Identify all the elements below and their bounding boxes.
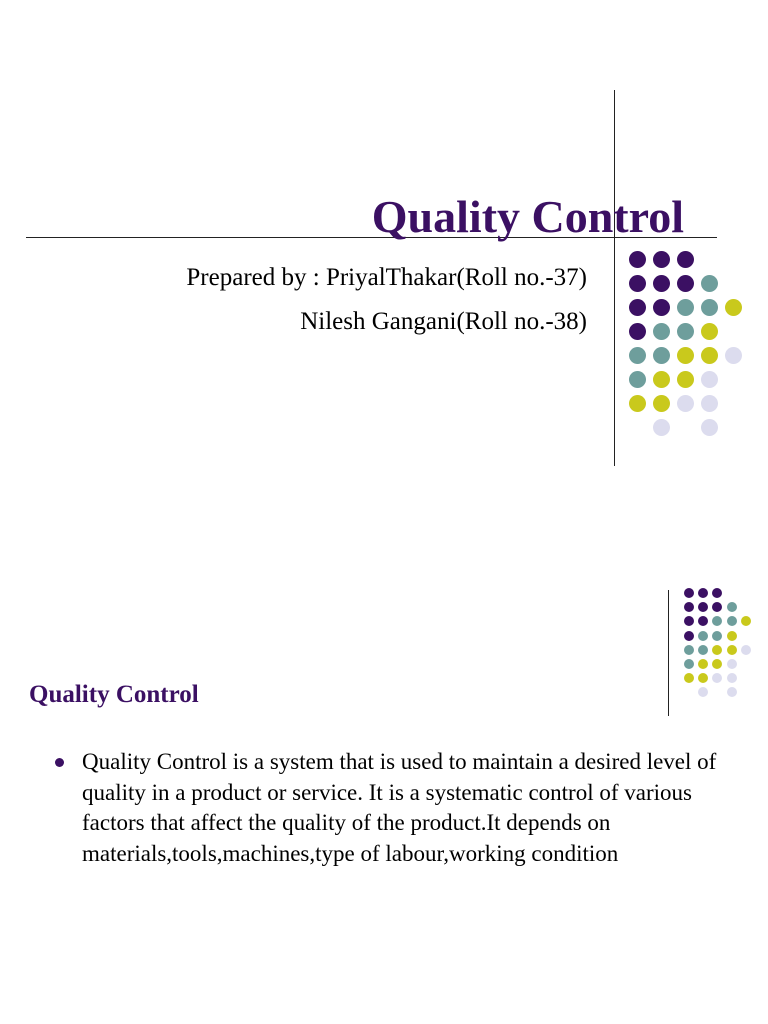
decorative-dot [727, 645, 737, 655]
decorative-dot [698, 588, 708, 598]
slide-title: Quality Control [371, 191, 684, 242]
decorative-dot [725, 299, 742, 316]
decorative-dot [698, 687, 708, 697]
decorative-dot [629, 347, 646, 364]
slide-vertical-divider [668, 590, 669, 716]
decorative-dot [727, 616, 737, 626]
decorative-dot [653, 419, 670, 436]
decorative-dot [677, 251, 694, 268]
decorative-dot [653, 323, 670, 340]
decorative-dot [684, 602, 694, 612]
decorative-dot [701, 395, 718, 412]
decorative-dot [653, 251, 670, 268]
decorative-dot [684, 645, 694, 655]
decorative-dot [741, 616, 751, 626]
decorative-dot [727, 631, 737, 641]
bullet-text: Quality Control is a system that is used to maintain a desired level of quality in a product or service. It is a systematic control of various factors that affect the quality of the product.It depends on materials,tools,machines,type of labour,working condition [82, 749, 717, 866]
decorative-dot [698, 659, 708, 669]
decorative-dot [727, 659, 737, 669]
decorative-dot [741, 645, 751, 655]
decorative-dot [684, 673, 694, 683]
decorative-dot [712, 588, 722, 598]
decorative-dot [653, 395, 670, 412]
decorative-dot [712, 631, 722, 641]
decorative-dot [712, 645, 722, 655]
slide-heading: Quality Control [29, 681, 199, 708]
decorative-dot [698, 616, 708, 626]
decorative-dot [653, 299, 670, 316]
decorative-dot [712, 616, 722, 626]
decorative-dot [629, 395, 646, 412]
decorative-dot [727, 673, 737, 683]
decorative-dot [712, 659, 722, 669]
decorative-dot [684, 616, 694, 626]
decorative-dot [677, 323, 694, 340]
content-slide [0, 512, 768, 1024]
decorative-dot [629, 371, 646, 388]
decorative-dot [653, 371, 670, 388]
decorative-dot [701, 371, 718, 388]
decorative-dot [677, 299, 694, 316]
decorative-dot [701, 275, 718, 292]
author-line-1: Prepared by : PriyalThakar(Roll no.-37) [186, 264, 587, 291]
decorative-dot [677, 347, 694, 364]
decorative-dot [684, 588, 694, 598]
decorative-dot [653, 275, 670, 292]
decorative-dot [677, 395, 694, 412]
decorative-dot [684, 659, 694, 669]
decorative-dot [629, 275, 646, 292]
decorative-dot [698, 631, 708, 641]
decorative-dot [701, 347, 718, 364]
decorative-dot [727, 602, 737, 612]
decorative-dot [712, 673, 722, 683]
decorative-dot [701, 323, 718, 340]
decorative-dot [629, 299, 646, 316]
decorative-dot [698, 645, 708, 655]
decorative-dot [727, 687, 737, 697]
decorative-dot [653, 347, 670, 364]
decorative-dot [698, 673, 708, 683]
title-vertical-divider [614, 90, 615, 466]
author-line-2: Nilesh Gangani(Roll no.-38) [300, 308, 587, 335]
decorative-dot [701, 419, 718, 436]
decorative-dot [629, 251, 646, 268]
decorative-dot [701, 299, 718, 316]
decorative-dot [629, 323, 646, 340]
decorative-dot [712, 602, 722, 612]
decorative-dot [698, 602, 708, 612]
decorative-dot [677, 275, 694, 292]
decorative-dot [677, 371, 694, 388]
bullet-point-icon [55, 758, 64, 767]
decorative-dot [725, 347, 742, 364]
decorative-dot [684, 631, 694, 641]
